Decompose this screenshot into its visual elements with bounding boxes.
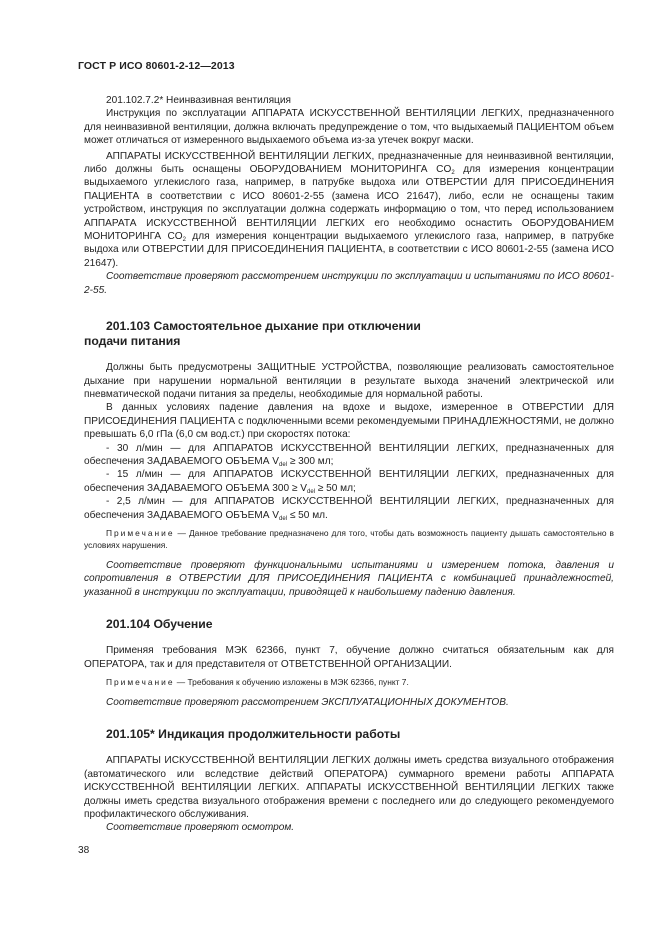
subclause-title: 201.102.7.2* Неинвазивная вентиляция [106, 95, 291, 106]
section-heading: 201.103 Самостоятельное дыхание при отключении подачи питания [84, 319, 421, 349]
document-body [84, 94, 614, 835]
list-item: - 2,5 л/мин — для АППАРАТОВ ИСКУССТВЕННОЙ ВЕНТИЛЯЦИИ ЛЕГКИХ, предназначенных для обеспечения ЗАДАВАЕМОГО ОБЪЕМА Vdel ≤ 50 мл. [84, 496, 614, 522]
note: Примечание — Требования к обучению изложены в МЭК 62366, пункт 7. [106, 677, 409, 687]
compliance-statement: Соответствие проверяют осмотром. [106, 822, 295, 834]
paragraph: АППАРАТЫ ИСКУССТВЕННОЙ ВЕНТИЛЯЦИИ ЛЕГКИХ, предназначенные для неинвазивной вентиляции, либо должны быть оснащены ОБОРУДОВАНИЕМ МОНИТОРИНГА CO2 для измерения концентрации выдыхаемого углекислого газа, например, в патрубке выдоха или ОТВЕРСТИИ ДЛЯ ПРИСОЕДИНЕНИЯ ПАЦИЕНТА в соответствии с ИСО 80601-2-55 (замена ИСО 21647), либо, если не оснащены таким устройством, инструкция по эксплуатации должна содержать информацию о том, что перед использованием АППАРАТА ИСКУССТВЕННОЙ ВЕНТИЛЯЦИИ ЛЕГКИХ его необходимо оснастить ОБОРУДОВАНИЕМ МОНИТОРИНГА CO2 для измерения концентрации выдыхаемого углекислого газа, например, в патрубке выдоха или ОТВЕРСТИИ ДЛЯ ПРИСОЕДИНЕНИЯ ПАЦИЕНТА, в соответствии с ИСО 80601-2-55 (замена ИСО 21647). [84, 150, 614, 269]
page-number: 38 [78, 845, 90, 856]
paragraph: Инструкция по эксплуатации АППАРАТА ИСКУССТВЕННОЙ ВЕНТИЛЯЦИИ ЛЕГКИХ, предназначенного для неинвазивной вентиляции, должна включать предупреждение о том, что выдыхаемый ПАЦИЕНТОМ объем может отличаться от измеренного выдыхаемого объема из-за утечек вокруг маски. [84, 108, 614, 147]
paragraph: В данных условиях падение давления на вдохе и выдохе, измеренное в ОТВЕРСТИИ ДЛЯ ПРИСОЕДИНЕНИЯ ПАЦИЕНТА с подключенными всеми рекомендуемыми ПРИНАДЛЕЖНОСТЯМИ, не должно превышать 6,0 гПа (6,0 см вод.ст.) при скоростях потока: [84, 402, 614, 441]
compliance-statement: Соответствие проверяют функциональными испытаниями и измерением потока, давления и сопротивления в ОТВЕРСТИИ ДЛЯ ПРИСОЕДИНЕНИЯ ПАЦИЕНТА с комбинацией принадлежностей, указанной в инструкции по эксплуатации, приводящей к наибольшему падению давления. [84, 559, 614, 598]
list-item: - 15 л/мин — для АППАРАТОВ ИСКУССТВЕННОЙ ВЕНТИЛЯЦИИ ЛЕГКИХ, предназначенных для обеспечения ЗАДАВАЕМОГО ОБЪЕМА 300 ≥ Vdel ≥ 50 мл; [84, 469, 614, 495]
document-header: ГОСТ Р ИСО 80601-2-12—2013 [78, 60, 235, 72]
note: Примечание — Данное требование предназначено для того, чтобы дать возможность пациенту дышать самостоятельно в условиях нарушения. [84, 527, 614, 550]
paragraph: Должны быть предусмотрены ЗАЩИТНЫЕ УСТРОЙСТВА, позволяющие реализовать самостоятельное дыхание при нарушении нормальной вентиляции в результате выхода значений электрической или пневматической подачи питания за пределы, необходимые для нормальной работы. [84, 362, 614, 400]
paragraph: АППАРАТЫ ИСКУССТВЕННОЙ ВЕНТИЛЯЦИИ ЛЕГКИХ должны иметь средства визуального отображения (автоматического или вследствие действий ОПЕРАТОРА) суммарного времени работы АППАРАТА ИСКУССТВЕННОЙ ВЕНТИЛЯЦИИ ЛЕГКИХ. АППАРАТЫ ИСКУССТВЕННОЙ ВЕНТИЛЯЦИИ ЛЕГКИХ также должны иметь средства визуального отображения времени с последнего или до следующего рекомендуемого профилактического обслуживания. [84, 755, 614, 821]
compliance-statement: Соответствие проверяют рассмотрением ЭКСПЛУАТАЦИОННЫХ ДОКУМЕНТОВ. [106, 697, 509, 708]
compliance-statement: Соответствие проверяют рассмотрением инструкции по эксплуатации и испытаниями по ИСО 80601-2-55. [84, 271, 614, 296]
list-item: - 30 л/мин — для АППАРАТОВ ИСКУССТВЕННОЙ ВЕНТИЛЯЦИИ ЛЕГКИХ, предназначенных для обеспечения ЗАДАВАЕМОГО ОБЪЕМА Vdel ≥ 300 мл; [84, 442, 614, 468]
section-heading: 201.104 Обучение [106, 617, 213, 632]
paragraph: Применяя требования МЭК 62366, пункт 7, обучение должно считаться обязательным как для ОПЕРАТОРА, так и для представителя от ОТВЕТСТВЕННОЙ ОРГАНИЗАЦИИ. [84, 645, 614, 670]
section-heading: 201.105* Индикация продолжительности работы [106, 727, 401, 742]
